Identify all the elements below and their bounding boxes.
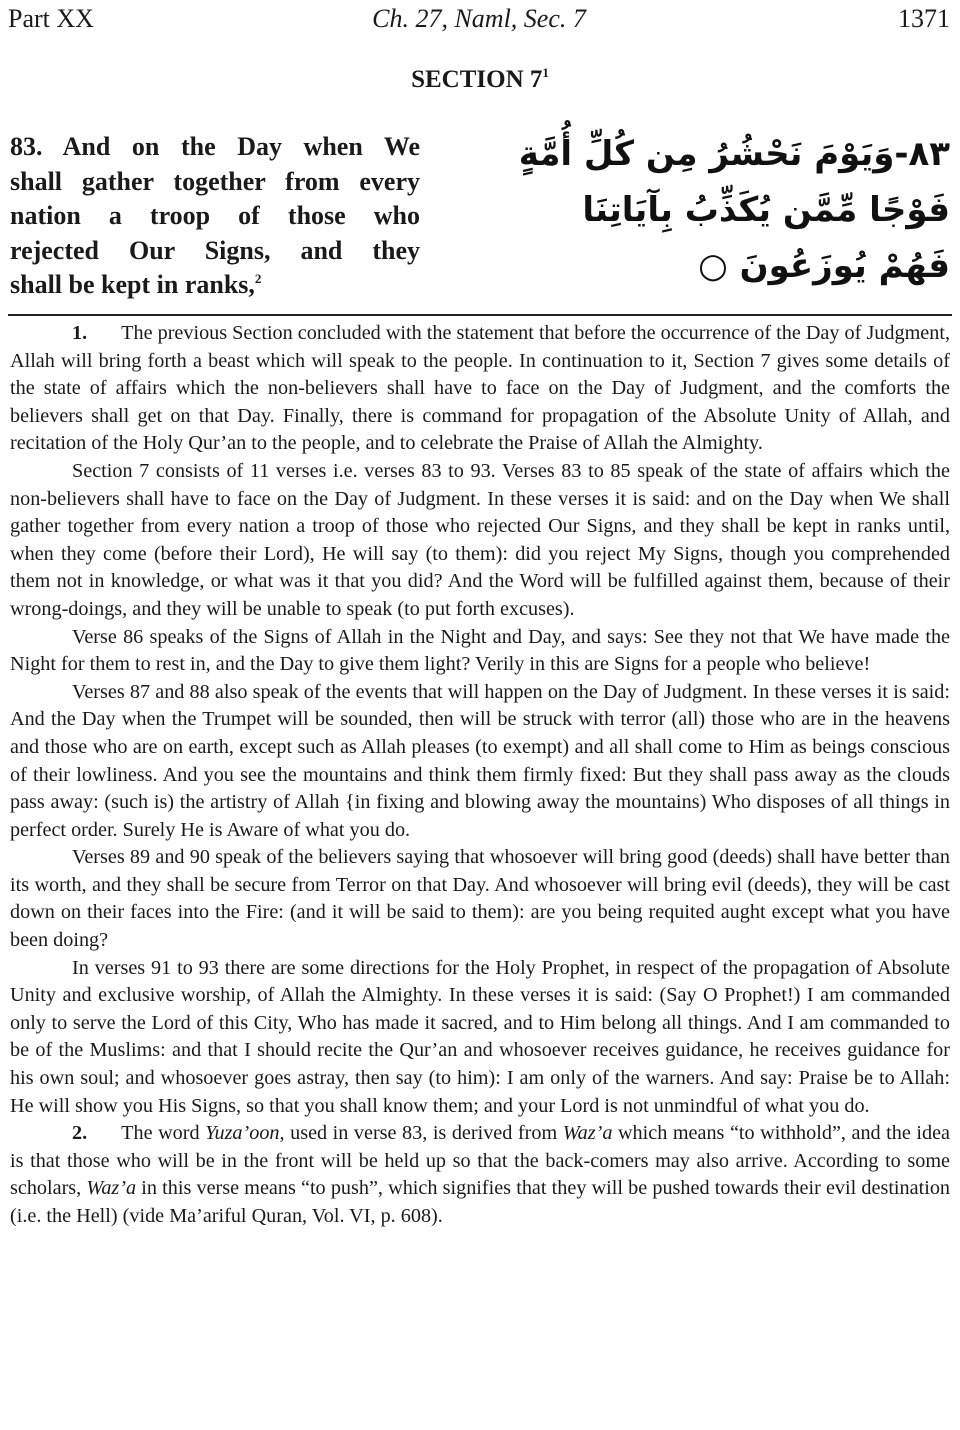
verse-translation (10, 130, 420, 303)
arabic-verse (518, 128, 950, 300)
verse-line: 83. And on the Day when We (10, 132, 420, 161)
footnote-paragraph: Section 7 consists of 11 verses i.e. verses 83 to 93. Verses 83 to 85 speak of the state of affairs which the non-believers shall have to face on the Day of Judgment. In these verses it is said: and on the Day when We shall gather together from every nation a troop of those who rejected Our Signs, and they shall be kept in ranks until, when they come (before their Lord), He will say (to them): did you reject My Signs, though you comprehended them not in knowledge, or what was it that you did? And the Word will be fulfilled against them, because of their wrong-doings, and they will be unable to speak (to put forth excuses). (10, 459, 950, 620)
verse-line: rejected Our Signs, and they (10, 235, 420, 265)
part-label: Part XX (8, 4, 94, 33)
footnote-paragraph: Verses 89 and 90 speak of the believers saying that whosoever will bring good (deeds) shall have better than its worth, and they shall be secure from Terror on that Day. And whosoever will bring evil (deeds), they will be cast down on their faces into the Fire: (and it will be said to them): are you being requited aught except what you have been doing? (10, 846, 950, 952)
section-heading (0, 64, 960, 96)
section-footnote-marker: 1 (542, 65, 549, 80)
footnotes (10, 320, 950, 1231)
footnote-2-paragraph (10, 1120, 950, 1230)
footnote-text: which means “to withhold”, and the idea is that those who will be in the front will be held up so that the back-comers may also arrive. According to some scholars, (10, 1122, 951, 1200)
term-waza: Waz’a (562, 1122, 613, 1145)
footnote-text: in this verse means “to push”, which signifies that they will be pushed towards their evil destination (i.e. the Hell) (vide Ma’ariful Quran, Vol. VI, p. 608). (10, 1177, 951, 1227)
page-number: 1371 (898, 4, 950, 33)
divider-rule (8, 314, 952, 316)
footnote-paragraph: Verses 87 and 88 also speak of the events that will happen on the Day of Judgment. In these verses it is said: And the Day when the Trumpet will be sounded, then will be struck with terror (all) those who are in the heavens and those who are on earth, except such as Allah pleases (to exempt) and all shall come to Him as beings conscious of their lowliness. And you see the mountains and think them firmly fixed: But they shall pass away as the clouds pass away: (such is) the artistry of Allah {in fixing and blowing away the mountains) Who disposes of all things in perfect order. Surely He is Aware of what you do. (10, 680, 950, 841)
running-head (8, 2, 950, 38)
footnote-number: 1. (72, 322, 88, 344)
verse-line-text: shall be kept in ranks, (10, 270, 255, 299)
arabic-line: ٨٣-وَيَوْمَ نَحْشُرُ مِن كُلِّ أُمَّةٍ (518, 134, 950, 174)
verse-line: shall gather together from every (10, 166, 420, 196)
section-title: SECTION 7 (411, 66, 543, 93)
term-waza: Waz’a (86, 1177, 137, 1200)
term-yuzaoon: Yuza’oon, (205, 1122, 285, 1145)
footnote-text: The word (121, 1122, 206, 1145)
footnote-paragraph: In verses 91 to 93 there are some directions for the Holy Prophet, in respect of the propagation of Absolute Unity and exclusive worship, of Allah the Almighty. In these verses it is said: (Say O Prophet!) I am commanded only to serve the Lord of this City, Who has made it sacred, and to Him belong all things. And I am commanded to be of the Muslims: and that I should recite the Qur’an and whosoever receives guidance, he receives guidance for his own soul; and whosoever goes astray, then say (to him): I am only of the warners. And say: Praise be to Allah: He will show you His Signs, so that you shall know them; and your Lord is not unmindful of what you do. (10, 956, 950, 1117)
verse-line-last (10, 268, 420, 303)
verse-line: nation a troop of those who (10, 201, 420, 230)
footnote-number: 2. (72, 1122, 88, 1145)
footnote-text: The previous Section concluded with the statement that before the occurrence of the Day of Judgment, Allah will bring forth a beast which will speak to the people. In continuation to it, Section 7 gives some details of the state of affairs which the non-believers shall have to face on the Day of Judgment, and the comforts the believers shall get on that Day. Finally, there is command for propagation of the Absolute Unity of Allah, and recitation of the Holy Qur’an to the people, and to celebrate the Praise of Allah the Almighty. (10, 322, 950, 455)
chapter-section-label: Ch. 27, Naml, Sec. 7 (372, 4, 586, 33)
arabic-line: فَوْجًا مِّمَّن يُكَذِّبُ بِآيَاتِنَا (582, 190, 950, 230)
verse-footnote-marker: 2 (254, 271, 262, 286)
arabic-line: فَهُمْ يُوزَعُونَ ○ (698, 246, 950, 286)
footnote-1-paragraph (10, 320, 950, 458)
footnote-paragraph: Verse 86 speaks of the Signs of Allah in the Night and Day, and says: See they not that We have made the Night for them to rest in, and the Day to give them light? Verily in this are Signs for a people who believe! (10, 625, 950, 676)
footnote-text: used in verse 83, is derived from (284, 1122, 563, 1145)
